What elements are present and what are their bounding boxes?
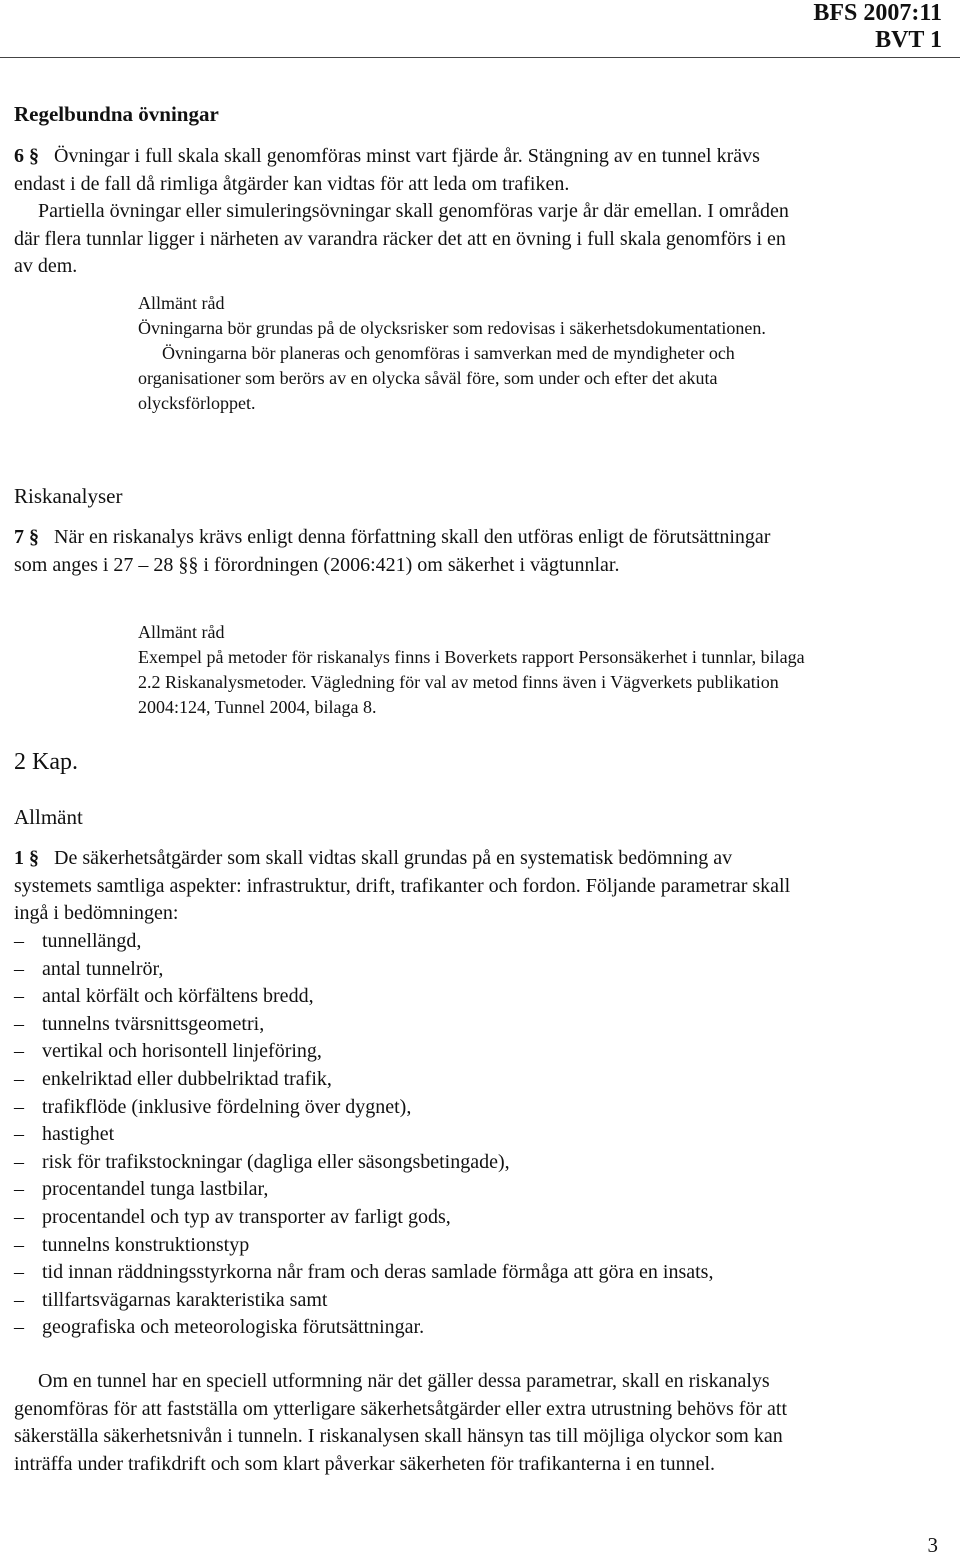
dash-bullet: – [14,930,24,952]
paragraph-1 [14,845,804,928]
paragraph-text: De säkerhetsåtgärder som skall vidtas skall grundas på en systematisk bedömning av systemets samtliga aspekter: infrastruktur, drift, trafikanter och fordon. Följande parametrar skall ingå i bedömningen: [14,847,791,925]
dash-bullet: – [14,1012,24,1035]
list-item [14,1259,814,1287]
list-item [14,983,814,1011]
list-item-text: vertikal och horisontell linjeföring, [42,1040,322,1063]
list-item [14,1121,814,1149]
advice-paragraph: Övningarna bör grundas på de olycksrisker som redovisas i säkerhetsdokumentationen. [138,318,766,338]
advice-title: Allmänt råd [138,622,225,642]
header-doc-id: BFS 2007:11 [813,0,942,26]
dash-bullet: – [14,1123,24,1146]
section-number: 7 § [14,526,39,548]
parameter-list [14,928,814,1342]
header-rule [0,57,960,58]
section-heading-general: Allmänt [14,805,83,829]
dash-bullet: – [14,1067,24,1090]
dash-bullet: – [14,1205,24,1228]
list-item [14,1011,814,1039]
dash-bullet: – [14,1178,24,1201]
list-item-text: risk för trafikstockningar (dagliga eller säsongsbetingade), [42,1150,510,1173]
section-number: 6 § [14,145,39,167]
paragraph-6 [14,143,804,198]
dash-bullet: – [14,1316,24,1339]
section-heading-risk-analyses: Riskanalyser [14,484,123,508]
paragraph-text: När en riskanalys krävs enligt denna författning skall den utföras enligt de förutsättningar som anges i 27 – 28 §§ i förordningen (2006:421) om säkerhet i vägtunnlar. [14,526,771,576]
list-item [14,956,814,984]
list-item-text: tillfartsvägarnas karakteristika samt [42,1288,328,1311]
list-item [14,1038,814,1066]
list-item [14,1066,814,1094]
list-item [14,1204,814,1232]
list-item-text: antal körfält och körfältens bredd, [42,985,314,1008]
dash-bullet: – [14,1288,24,1311]
list-item-text: procentandel och typ av transporter av farligt gods, [42,1205,451,1228]
list-item [14,1149,814,1177]
header-doc-code: BVT 1 [875,27,942,53]
list-item [14,1094,814,1122]
advice-paragraph: Övningarna bör planeras och genomföras i samverkan med de myndigheter och organisationer som berörs av en olycka såväl före, som under och efter det akuta olycksförloppet. [138,343,735,413]
dash-bullet: – [14,985,24,1008]
paragraph-6-continued: Partiella övningar eller simuleringsövningar skall genomföras varje år där emellan. I områden där flera tunnlar ligger i närheten av varandra räcker det att en övning i full skala genomförs i en av dem. [14,200,789,278]
list-item [14,1176,814,1204]
list-item-text: tunnellängd, [42,930,142,952]
advice-title: Allmänt råd [138,293,225,313]
dash-bullet: – [14,1233,24,1256]
list-item-text: procentandel tunga lastbilar, [42,1178,269,1201]
general-advice-7 [138,620,810,720]
list-item-text: tunnelns konstruktionstyp [42,1233,250,1256]
list-item-text: tunnelns tvärsnittsgeometri, [42,1012,265,1035]
dash-bullet: – [14,1261,24,1284]
chapter-title: 2 Kap. [14,749,78,775]
list-item [14,928,814,956]
list-item-text: tid innan räddningsstyrkorna når fram och deras samlade förmåga att göra en insats, [42,1261,714,1284]
closing-paragraph: Om en tunnel har en speciell utformning när det gäller dessa parametrar, skall en riskanalys genomföras för att fastställa om ytterligare säkerhetsåtgärder eller extra utrustning behövs för att säkerställa säkerhetsnivån i tunneln. I riskanalysen skall hänsyn tas till möjliga olyckor som kan inträffa under trafikdrift och som klart påverkar säkerheten för trafikanterna i en tunnel. [14,1370,788,1475]
general-advice-6 [138,291,810,416]
dash-bullet: – [14,1150,24,1173]
section-number: 1 § [14,847,39,869]
list-item [14,1232,814,1260]
list-item-text: enkelriktad eller dubbelriktad trafik, [42,1067,332,1090]
list-item-text: geografiska och meteorologiska förutsättningar. [42,1316,425,1339]
dash-bullet: – [14,1095,24,1118]
list-item [14,1314,814,1342]
paragraph-7 [14,524,804,579]
advice-paragraph: Exempel på metoder för riskanalys finns i Boverkets rapport Personsäkerhet i tunnlar, bilaga 2.2 Riskanalysmetoder. Vägledning för val av metod finns även i Vägverkets publikation 2004:124, Tunnel 2004, bilaga 8. [138,647,805,717]
dash-bullet: – [14,1040,24,1063]
dash-bullet: – [14,957,24,980]
paragraph-text: Övningar i full skala skall genomföras minst vart fjärde år. Stängning av en tunnel krävs endast i de fall då rimliga åtgärder kan vidtas för att leda om trafiken. [14,145,760,195]
section-heading-regular-exercises: Regelbundna övningar [14,102,219,126]
list-item-text: hastighet [42,1123,115,1146]
list-item-text: antal tunnelrör, [42,957,164,980]
page-number: 3 [927,1533,938,1557]
list-item-text: trafikflöde (inklusive fördelning över dygnet), [42,1095,412,1118]
list-item [14,1287,814,1315]
